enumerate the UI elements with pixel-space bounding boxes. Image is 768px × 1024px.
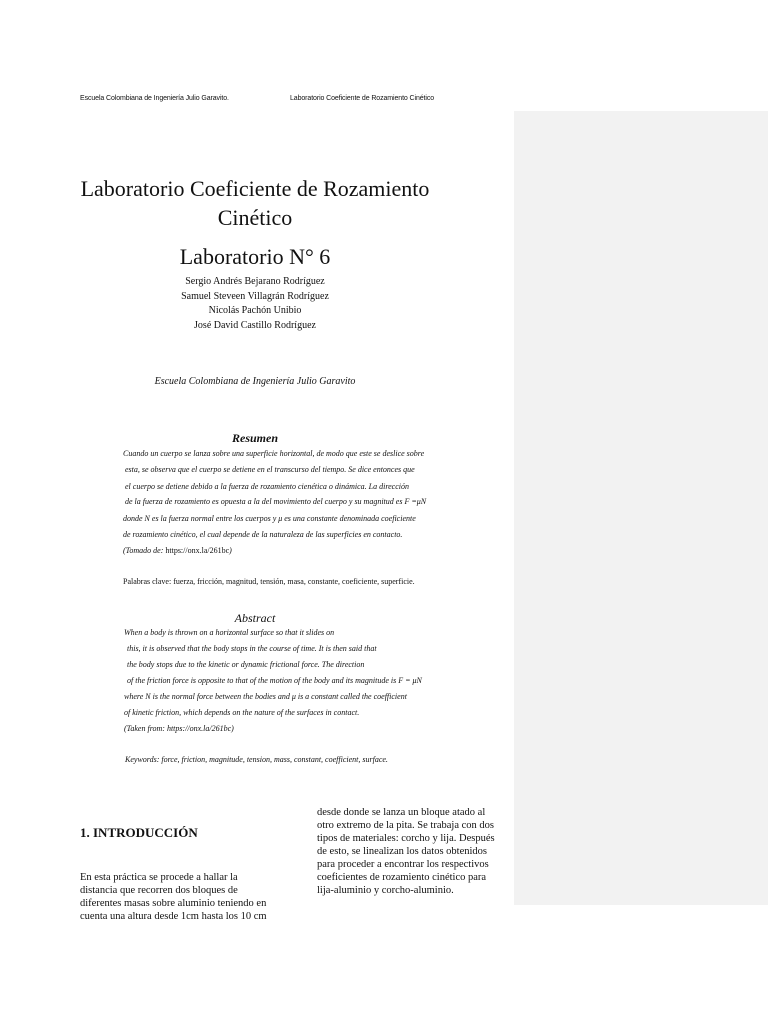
resumen-line: esta, se observa que el cuerpo se detiene en el transcurso del tiempo. Se dice entonces que xyxy=(125,465,415,474)
text-line: En esta práctica se procede a hallar la xyxy=(80,872,238,883)
resumen-line: de rozamiento cinético, el cual depende de la naturaleza de las superficies en contacto. xyxy=(123,530,403,539)
text-line: coeficientes de rozamiento cinético para xyxy=(317,872,487,883)
section-heading-introduccion: 1. INTRODUCCIÓN xyxy=(80,825,198,840)
author: José David Castillo Rodríguez xyxy=(194,319,316,331)
author-list xyxy=(60,275,450,333)
comment-pane xyxy=(514,111,768,905)
title-line-1: Laboratorio Coeficiente de Rozamiento xyxy=(80,176,430,201)
abstract-line: When a body is thrown on a horizontal surface so that it slides on xyxy=(124,628,335,637)
resumen-line: de la fuerza de rozamiento es opuesta a la del movimiento del cuerpo y su magnitud es F =μN xyxy=(125,497,427,506)
resumen-source xyxy=(123,546,232,555)
keywords-es: Palabras clave: fuerza, fricción, magnitud, tensión, masa, constante, coeficiente, superficie. xyxy=(123,577,415,586)
author: Samuel Steveen Villagrán Rodríguez xyxy=(181,290,329,302)
text-line: desde donde se lanza un bloque atado al xyxy=(317,807,486,818)
author: Sergio Andrés Bejarano Rodríguez xyxy=(185,276,325,287)
source-prefix: (Tomado de: xyxy=(123,546,164,555)
source-suffix: ) xyxy=(229,546,232,555)
paper-title xyxy=(60,174,450,232)
abstract-line: the body stops due to the kinetic or dynamic frictional force. The direction xyxy=(127,660,365,669)
abstract-heading: Abstract xyxy=(234,611,276,625)
author: Nicolás Pachón Unibio xyxy=(208,305,302,316)
keywords-en: Keywords: force, friction, magnitude, tension, mass, constant, coefficient, surface. xyxy=(125,755,388,764)
intro-column-2 xyxy=(317,806,513,897)
text-line: distancia que recorren dos bloques de xyxy=(80,885,238,896)
title-line-2: Cinético xyxy=(217,205,293,230)
running-header-right: Laboratorio Coeficiente de Rozamiento Cinético xyxy=(290,95,435,102)
affiliation: Escuela Colombiana de Ingeniería Julio Garavito xyxy=(154,376,356,387)
source-link[interactable]: https://onx.la/261bc xyxy=(165,546,230,555)
text-line: tipos de materiales: corcho y lija. Después xyxy=(317,833,495,844)
resumen-line: Cuando un cuerpo se lanza sobre una superficie horizontal, de modo que este se deslice sobre xyxy=(123,449,425,458)
running-header-left: Escuela Colombiana de Ingeniería Julio Garavito. xyxy=(80,95,229,102)
resumen-line: donde N es la fuerza normal entre los cuerpos y μ es una constante denominada coeficiente xyxy=(123,514,416,523)
abstract-line: of kinetic friction, which depends on the nature of the surfaces in contact. xyxy=(124,708,360,717)
abstract-source: (Taken from: https://onx.la/261bc) xyxy=(124,724,234,733)
text-line: para proceder a encontrar los respectivos xyxy=(317,859,489,870)
resumen-heading: Resumen xyxy=(231,431,278,445)
text-line: cuenta una altura desde 1cm hasta los 10 cm xyxy=(80,911,267,922)
abstract-line: this, it is observed that the body stops in the course of time. It is then said that xyxy=(127,644,377,653)
resumen-line: el cuerpo se detiene debido a la fuerza de rozamiento cienética o dinámica. La dirección xyxy=(125,482,410,491)
text-line: otro extremo de la pita. Se trabaja con dos xyxy=(317,820,494,831)
lab-number: Laboratorio N° 6 xyxy=(179,244,331,269)
text-line: de esto, se linealizan los datos obtenidos xyxy=(317,846,488,857)
text-line: lija-aluminio y corcho-aluminio. xyxy=(317,885,454,896)
intro-column-1 xyxy=(80,871,285,923)
text-line: diferentes masas sobre aluminio teniendo en xyxy=(80,898,267,909)
abstract-line: of the friction force is opposite to that of the motion of the body and its magnitude is F = μN xyxy=(127,676,422,685)
abstract-line: where N is the normal force between the bodies and μ is a constant called the coefficient xyxy=(124,692,407,701)
